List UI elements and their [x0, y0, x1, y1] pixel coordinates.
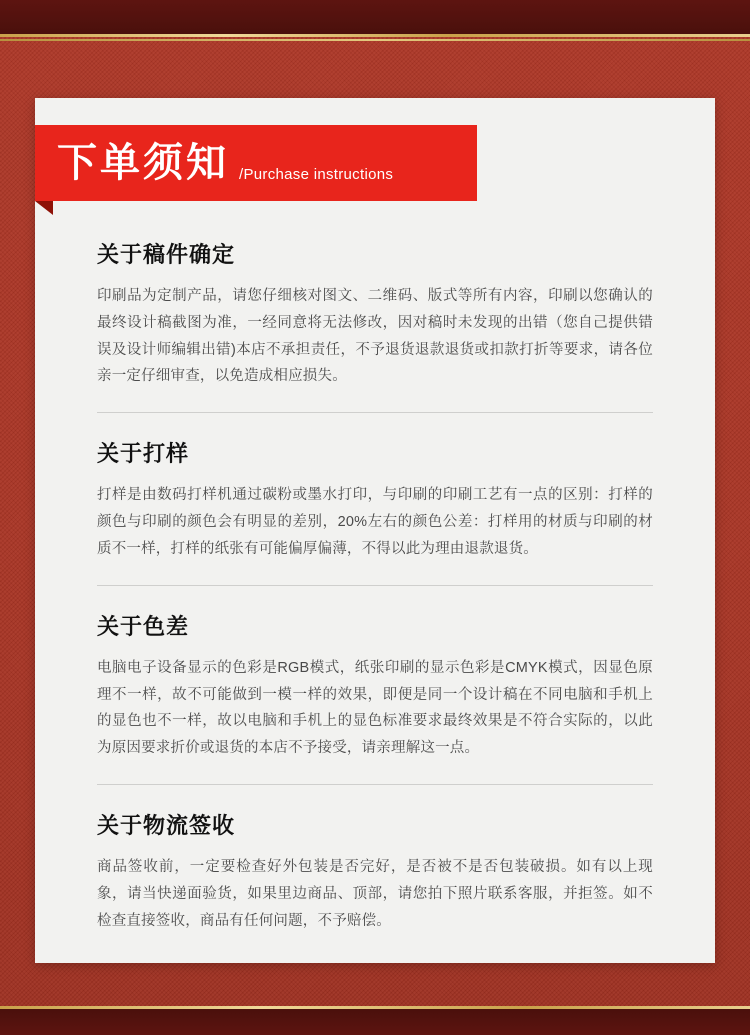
section-divider: [97, 412, 653, 413]
section-divider: [97, 784, 653, 785]
top-gold-line-secondary: [0, 39, 750, 41]
section-title: 关于稿件确定: [97, 242, 236, 267]
section-proofing: [97, 437, 653, 562]
section-banner: [35, 125, 477, 201]
section-color-difference: [97, 610, 653, 762]
bottom-decorative-band: [0, 1009, 750, 1035]
section-logistics-signing: [97, 809, 653, 934]
section-body: 印刷品为定制产品，请您仔细核对图文、二维码、版式等所有内容，印刷以您确认的最终设计稿截图为准，一经同意将无法修改，因对稿时未发现的出错（您自己提供错误及设计师编辑出错)本店不承担责任，不予退货退款退货或扣款打折等要求，请各位亲一定仔细审查，以免造成相应损失。: [97, 288, 653, 385]
section-title: 关于色差: [97, 613, 190, 639]
section-title: 关于打样: [97, 441, 190, 467]
top-decorative-band: [0, 0, 750, 34]
section-divider: [97, 585, 653, 586]
instructions-content: [97, 238, 653, 934]
purchase-instructions-card: [35, 98, 715, 963]
banner-title: 下单须知: [57, 141, 229, 185]
top-gold-line-primary: [0, 34, 750, 37]
section-body: 电脑电子设备显示的色彩是RGB模式，纸张印刷的显示色彩是CMYK模式，因显色原理不一样，故不可能做到一模一样的效果，即便是同一个设计稿在不同电脑和手机上的显色也不一样，故以电脑和手机上的显色标准要求最终效果是不符合实际的，以此为原因要求折价或退货的本店不予接受，请亲理解这一点。: [97, 659, 653, 757]
section-body: 商品签收前，一定要检查好外包装是否完好，是否被不是否包装破损。如有以上现象，请当快递面验货，如果里边商品、顶部，请您拍下照片联系客服，并拒签。如不检查直接签收，商品有任何问题，不予赔偿。: [97, 858, 653, 929]
section-title: 关于物流签收: [97, 812, 236, 838]
banner-subtitle: /Purchase instructions: [239, 166, 394, 183]
banner-corner-fold: [35, 201, 53, 215]
section-manuscript-confirmation: [97, 238, 653, 390]
section-body: 打样是由数码打样机通过碳粉或墨水打印，与印刷的印刷工艺有一点的区别：打样的颜色与印刷的颜色会有明显的差别，20%左右的颜色公差：打样用的材质与印刷的材质不一样，打样的纸张有可能偏厚偏薄，不得以此为理由退款退货。: [97, 487, 653, 557]
